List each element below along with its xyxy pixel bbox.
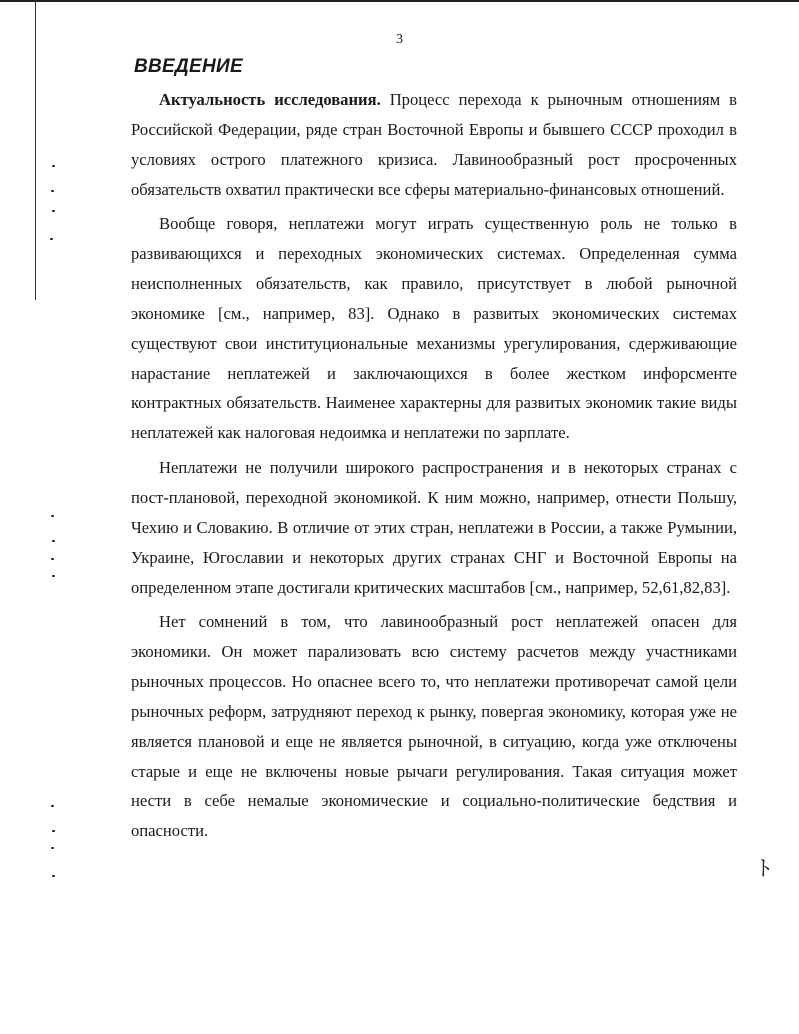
- scan-speck: [51, 558, 54, 560]
- scan-speck: [50, 238, 53, 240]
- paragraph-text: Процесс перехода к рыночным отношениям в Российской Федерации, ряде стран Восточной Европы и бывшего СССР проходил в условиях острого платежного кризиса. Лавинообразный рост просроченных обязательств охватил практически все сферы материально-финансовых отношений.: [131, 90, 737, 199]
- scan-border-top: [0, 0, 799, 2]
- scan-speck: [51, 847, 54, 849]
- scan-speck: [52, 875, 55, 877]
- scan-speck: [51, 190, 54, 192]
- scan-margin-mark-icon: ﾄ: [759, 857, 771, 882]
- page-number: 3: [396, 32, 403, 47]
- scan-speck: [51, 805, 54, 807]
- scan-speck: [52, 830, 55, 832]
- scan-speck: [52, 210, 55, 212]
- scan-speck: [51, 515, 54, 517]
- scan-speck: [52, 165, 55, 167]
- paragraph: Неплатежи не получили широкого распространения и в некоторых странах с пост-плановой, переходной экономикой. К ним можно, например, отнести Польшу, Чехию и Словакию. В отличие от этих стран, неплатежи в России, а также Румынии, Украине, Югославии и некоторых других странах СНГ и Восточной Европы на определенном этапе достигали критических масштабов [см., например, 52,61,82,83].: [131, 458, 737, 597]
- paragraph: Нет сомнений в том, что лавинообразный рост неплатежей опасен для экономики. Он может парализовать всю систему расчетов между участниками рыночных процессов. Но опаснее всего то, что неплатежи противоречат самой цели рыночных реформ, затрудняют переход к рынку, повергая экономику, которая уже не является плановой и еще не является рыночной, в ситуацию, когда уже отключены старые и еще не включены новые рычаги регулирования. Такая ситуация может нести в себе немалые экономические и социально-политические бедствия и опасности.: [131, 612, 737, 841]
- scan-speck: [52, 540, 55, 542]
- paragraph-lead: Актуальность исследования.: [159, 90, 381, 109]
- paragraph: Вообще говоря, неплатежи могут играть существенную роль не только в развивающихся и переходных экономических системах. Определенная сумма неисполненных обязательств, как правило, присутствует в любой рыночной экономике [см., например, 83]. Однако в развитых экономических системах существуют свои институциональные механизмы урегулирования, сдерживающие нарастание неплатежей и заключающихся в более жестком инфорсменте контрактных обязательств. Наименее характерны для развитых экономик такие виды неплатежей как налоговая недоимка и неплатежи по зарплате.: [131, 214, 737, 443]
- paragraph-relevance: [131, 85, 737, 204]
- scan-speck: [52, 575, 55, 577]
- document-body: [131, 85, 737, 846]
- section-heading: ВВЕДЕНИЕ: [134, 56, 243, 77]
